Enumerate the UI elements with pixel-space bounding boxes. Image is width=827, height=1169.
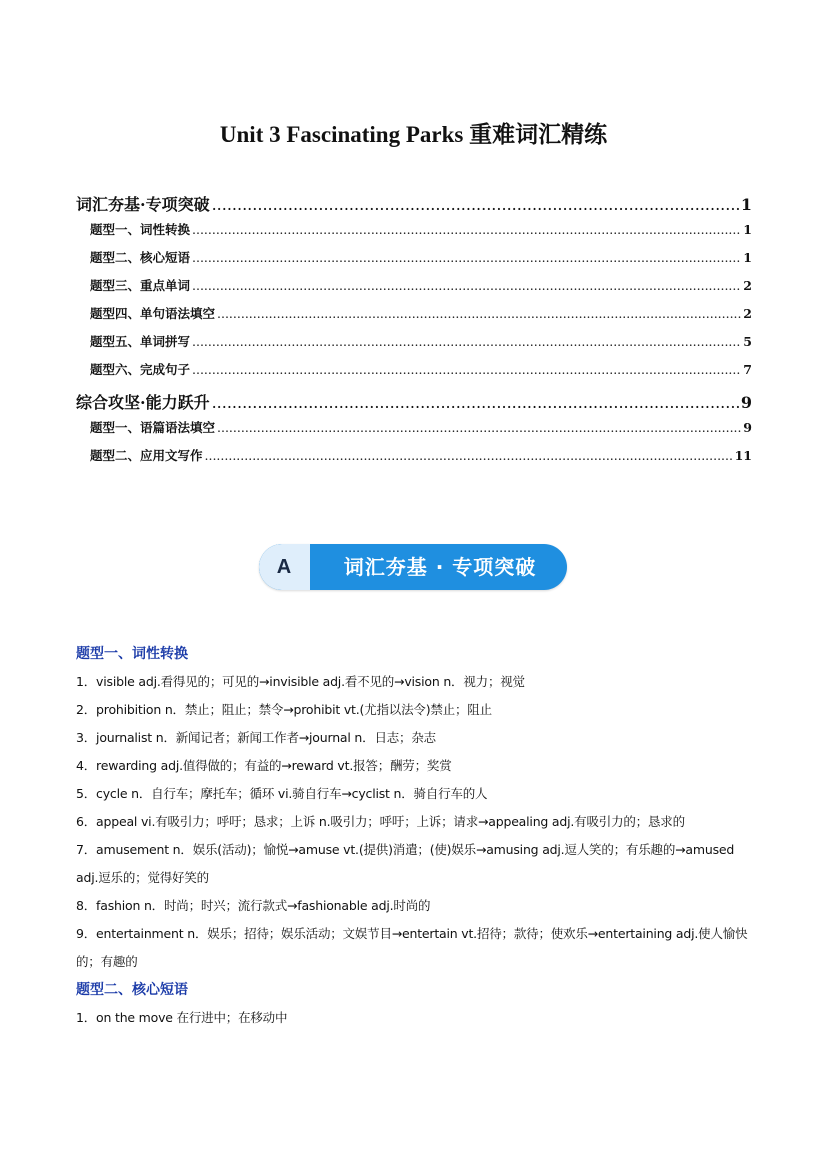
list-item: 7．amusement n．娱乐(活动)；愉悦→amuse vt.(提供)消遣；(使)娱乐→amusing adj.逗人笑的；有乐趣的→amused adj.逗乐的；觉得好笑的 [76,842,735,885]
table-of-contents [76,190,752,474]
list-item: 8．fashion n．时尚；时兴；流行款式→fashionable adj.时尚的 [76,898,431,913]
toc-page: 2 [743,306,752,321]
toc-leader [192,334,741,349]
toc-leader [212,195,739,214]
toc-label: 题型一、词性转换 [90,222,191,237]
toc-entry[interactable] [76,418,752,446]
toc-label: 题型二、核心短语 [90,250,191,265]
toc-page: 2 [743,278,752,293]
toc-page: 5 [743,334,752,349]
list-item: 9．entertainment n．娱乐；招待；娱乐活动；文娱节目→entertain vt.招待；款待；使欢乐→entertaining adj.使人愉快的；有趣的 [76,926,748,969]
toc-leader [192,362,741,377]
list-item: 3．journalist n．新闻记者；新闻工作者→journal n．日志；杂志 [76,730,436,745]
list-item: 4．rewarding adj.值得做的；有益的→reward vt.报答；酬劳；奖赏 [76,758,452,773]
toc-entry[interactable] [76,276,752,304]
section-banner [259,544,567,590]
toc-leader [192,250,741,265]
toc-leader [217,420,741,435]
toc-page: 7 [743,362,752,377]
toc-page: 1 [740,195,752,214]
list-item: 1．on the move 在行进中；在移动中 [76,1010,288,1025]
toc-leader [205,448,733,463]
list-item: 2．prohibition n．禁止；阻止；禁令→prohibit vt.(尤指以法令)禁止；阻止 [76,702,492,717]
list-item: 1．visible adj.看得见的；可见的→invisible adj.看不见的→vision n．视力；视觉 [76,674,525,689]
toc-leader [212,393,739,412]
main-content [76,640,754,1032]
toc-label: 题型六、完成句子 [90,362,191,377]
toc-entry[interactable] [76,446,752,474]
toc-label: 题型二、应用文写作 [90,448,203,463]
toc-entry[interactable] [76,360,752,388]
toc-leader [192,278,741,293]
toc-label: 题型五、单词拼写 [90,334,191,349]
list-item: 6．appeal vi.有吸引力；呼吁；恳求；上诉 n.吸引力；呼吁；上诉；请求→appealing adj.有吸引力的；恳求的 [76,814,685,829]
toc-page: 1 [743,222,752,237]
toc-page: 1 [743,250,752,265]
toc-entry[interactable] [76,390,752,418]
banner-title: 词汇夯基 · 专项突破 [343,555,537,579]
toc-leader [192,222,741,237]
toc-label: 题型三、重点单词 [90,278,191,293]
section-heading: 题型二、核心短语 [76,982,188,998]
page-title: Unit 3 Fascinating Parks 重难词汇精练 [219,122,608,147]
section-heading: 题型一、词性转换 [76,646,188,662]
list-item: 5．cycle n．自行车；摩托车；循环 vi.骑自行车→cyclist n．骑自行车的人 [76,786,488,801]
toc-label: 题型一、语篇语法填空 [90,420,216,435]
toc-entry[interactable] [76,192,752,220]
toc-entry[interactable] [76,220,752,248]
toc-entry[interactable] [76,304,752,332]
toc-page: 11 [734,448,752,463]
toc-entry[interactable] [76,332,752,360]
toc-page: 9 [740,393,752,412]
toc-page: 9 [743,420,752,435]
toc-label: 题型四、单句语法填空 [90,306,216,321]
toc-entry[interactable] [76,248,752,276]
banner-letter: A [259,544,309,590]
toc-leader [217,306,741,321]
toc-label: 综合攻坚·能力跃升 [76,393,210,412]
toc-label: 词汇夯基·专项突破 [76,195,210,214]
